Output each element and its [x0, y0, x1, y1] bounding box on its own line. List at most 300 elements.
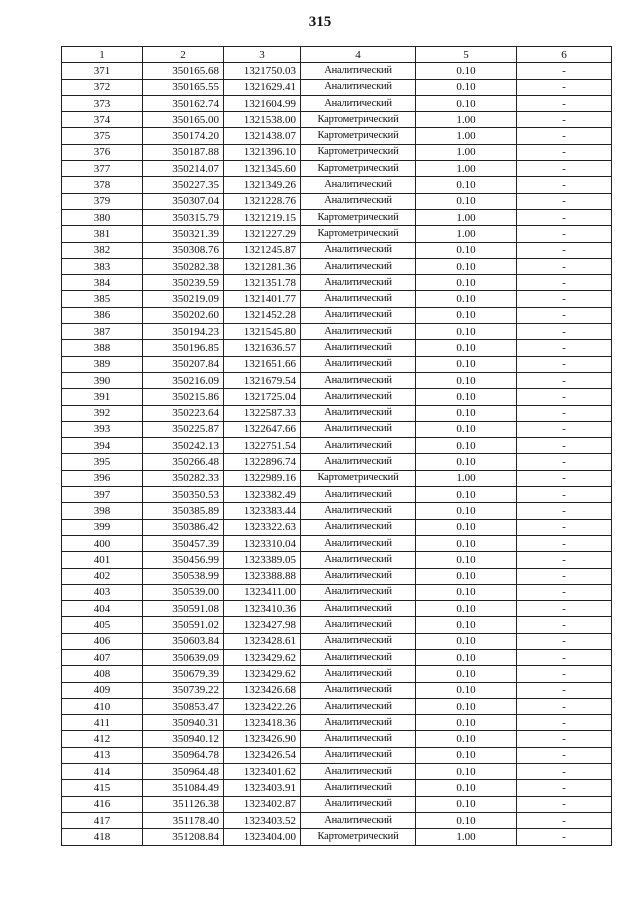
method-cell: Аналитический: [301, 79, 416, 95]
point-number-cell: 416: [62, 796, 143, 812]
note-cell: -: [517, 454, 612, 470]
accuracy-cell: 0.10: [416, 421, 517, 437]
table-row: [62, 731, 612, 747]
x-coordinate-cell: 350187.88: [143, 144, 224, 160]
y-coordinate-cell: 1321725.04: [224, 389, 301, 405]
method-cell: Аналитический: [301, 698, 416, 714]
method-cell: Аналитический: [301, 568, 416, 584]
x-coordinate-cell: 350591.02: [143, 617, 224, 633]
x-coordinate-cell: 350202.60: [143, 307, 224, 323]
y-coordinate-cell: 1322751.54: [224, 438, 301, 454]
point-number-cell: 407: [62, 649, 143, 665]
note-cell: -: [517, 796, 612, 812]
y-coordinate-cell: 1321679.54: [224, 372, 301, 388]
accuracy-cell: 0.10: [416, 535, 517, 551]
point-number-cell: 377: [62, 161, 143, 177]
note-cell: -: [517, 112, 612, 128]
y-coordinate-cell: 1323403.91: [224, 780, 301, 796]
table-row: [62, 161, 612, 177]
method-cell: Аналитический: [301, 747, 416, 763]
x-coordinate-cell: 350457.39: [143, 535, 224, 551]
table-row: [62, 291, 612, 307]
note-cell: -: [517, 438, 612, 454]
method-cell: Аналитический: [301, 666, 416, 682]
accuracy-cell: 0.10: [416, 747, 517, 763]
method-cell: Картометрический: [301, 128, 416, 144]
accuracy-cell: 0.10: [416, 715, 517, 731]
table-row: [62, 682, 612, 698]
accuracy-cell: 0.10: [416, 63, 517, 79]
y-coordinate-cell: 1323389.05: [224, 552, 301, 568]
point-number-cell: 395: [62, 454, 143, 470]
table-row: [62, 568, 612, 584]
method-cell: Аналитический: [301, 601, 416, 617]
table-row: [62, 747, 612, 763]
table-row: [62, 356, 612, 372]
point-number-cell: 388: [62, 340, 143, 356]
table-row: [62, 275, 612, 291]
point-number-cell: 418: [62, 829, 143, 845]
method-cell: Аналитический: [301, 405, 416, 421]
x-coordinate-cell: 350174.20: [143, 128, 224, 144]
accuracy-cell: 0.10: [416, 601, 517, 617]
y-coordinate-cell: 1323404.00: [224, 829, 301, 845]
y-coordinate-cell: 1323429.62: [224, 666, 301, 682]
method-cell: Картометрический: [301, 470, 416, 486]
point-number-cell: 400: [62, 535, 143, 551]
table-row: [62, 584, 612, 600]
table-row: [62, 242, 612, 258]
y-coordinate-cell: 1321452.28: [224, 307, 301, 323]
y-coordinate-cell: 1322647.66: [224, 421, 301, 437]
method-cell: Аналитический: [301, 552, 416, 568]
y-coordinate-cell: 1323310.04: [224, 535, 301, 551]
method-cell: Аналитический: [301, 731, 416, 747]
table-row: [62, 666, 612, 682]
table-row: [62, 617, 612, 633]
y-coordinate-cell: 1321750.03: [224, 63, 301, 79]
note-cell: -: [517, 95, 612, 111]
y-coordinate-cell: 1321245.87: [224, 242, 301, 258]
table-row: [62, 79, 612, 95]
method-cell: Аналитический: [301, 715, 416, 731]
note-cell: -: [517, 698, 612, 714]
method-cell: Аналитический: [301, 812, 416, 828]
table-row: [62, 454, 612, 470]
method-cell: Аналитический: [301, 340, 416, 356]
x-coordinate-cell: 350216.09: [143, 372, 224, 388]
point-number-cell: 372: [62, 79, 143, 95]
x-coordinate-cell: 350207.84: [143, 356, 224, 372]
note-cell: -: [517, 389, 612, 405]
note-cell: -: [517, 63, 612, 79]
point-number-cell: 371: [62, 63, 143, 79]
y-coordinate-cell: 1321228.76: [224, 193, 301, 209]
point-number-cell: 373: [62, 95, 143, 111]
point-number-cell: 387: [62, 324, 143, 340]
column-header: 3: [224, 47, 301, 63]
table-row: [62, 519, 612, 535]
point-number-cell: 393: [62, 421, 143, 437]
y-coordinate-cell: 1323383.44: [224, 503, 301, 519]
method-cell: Аналитический: [301, 258, 416, 274]
x-coordinate-cell: 350225.87: [143, 421, 224, 437]
accuracy-cell: 0.10: [416, 666, 517, 682]
accuracy-cell: 0.10: [416, 372, 517, 388]
note-cell: -: [517, 242, 612, 258]
x-coordinate-cell: 350639.09: [143, 649, 224, 665]
accuracy-cell: 0.10: [416, 731, 517, 747]
accuracy-cell: 0.10: [416, 698, 517, 714]
table-row: [62, 796, 612, 812]
note-cell: -: [517, 291, 612, 307]
method-cell: Картометрический: [301, 112, 416, 128]
point-number-cell: 376: [62, 144, 143, 160]
point-number-cell: 379: [62, 193, 143, 209]
table-row: [62, 649, 612, 665]
table-row: [62, 503, 612, 519]
method-cell: Аналитический: [301, 780, 416, 796]
note-cell: -: [517, 258, 612, 274]
y-coordinate-cell: 1323422.26: [224, 698, 301, 714]
x-coordinate-cell: 350538.99: [143, 568, 224, 584]
accuracy-cell: 0.10: [416, 258, 517, 274]
x-coordinate-cell: 350308.76: [143, 242, 224, 258]
point-number-cell: 396: [62, 470, 143, 486]
x-coordinate-cell: 350539.00: [143, 584, 224, 600]
y-coordinate-cell: 1321438.07: [224, 128, 301, 144]
table-row: [62, 144, 612, 160]
method-cell: Аналитический: [301, 95, 416, 111]
y-coordinate-cell: 1321345.60: [224, 161, 301, 177]
method-cell: Аналитический: [301, 649, 416, 665]
accuracy-cell: 0.10: [416, 291, 517, 307]
y-coordinate-cell: 1323411.00: [224, 584, 301, 600]
method-cell: Аналитический: [301, 584, 416, 600]
table-row: [62, 764, 612, 780]
x-coordinate-cell: 350266.48: [143, 454, 224, 470]
accuracy-cell: 0.10: [416, 552, 517, 568]
accuracy-cell: 0.10: [416, 682, 517, 698]
table-row: [62, 193, 612, 209]
point-number-cell: 417: [62, 812, 143, 828]
point-number-cell: 390: [62, 372, 143, 388]
point-number-cell: 405: [62, 617, 143, 633]
point-number-cell: 408: [62, 666, 143, 682]
accuracy-cell: 0.10: [416, 275, 517, 291]
point-number-cell: 397: [62, 487, 143, 503]
note-cell: -: [517, 177, 612, 193]
table-row: [62, 405, 612, 421]
accuracy-cell: 1.00: [416, 209, 517, 225]
note-cell: -: [517, 144, 612, 160]
note-cell: -: [517, 633, 612, 649]
accuracy-cell: 0.10: [416, 796, 517, 812]
y-coordinate-cell: 1321538.00: [224, 112, 301, 128]
note-cell: -: [517, 666, 612, 682]
x-coordinate-cell: 351126.38: [143, 796, 224, 812]
x-coordinate-cell: 351208.84: [143, 829, 224, 845]
x-coordinate-cell: 350165.55: [143, 79, 224, 95]
x-coordinate-cell: 350242.13: [143, 438, 224, 454]
y-coordinate-cell: 1321227.29: [224, 226, 301, 242]
point-number-cell: 374: [62, 112, 143, 128]
note-cell: -: [517, 584, 612, 600]
x-coordinate-cell: 350591.08: [143, 601, 224, 617]
table-row: [62, 177, 612, 193]
method-cell: Картометрический: [301, 144, 416, 160]
accuracy-cell: 0.10: [416, 519, 517, 535]
x-coordinate-cell: 350679.39: [143, 666, 224, 682]
y-coordinate-cell: 1323322.63: [224, 519, 301, 535]
table-row: [62, 258, 612, 274]
method-cell: Картометрический: [301, 226, 416, 242]
accuracy-cell: 0.10: [416, 503, 517, 519]
point-number-cell: 381: [62, 226, 143, 242]
method-cell: Картометрический: [301, 829, 416, 845]
table-row: [62, 209, 612, 225]
x-coordinate-cell: 350940.12: [143, 731, 224, 747]
table-row: [62, 698, 612, 714]
table-body: [62, 63, 612, 845]
note-cell: -: [517, 601, 612, 617]
accuracy-cell: 0.10: [416, 454, 517, 470]
column-header: 1: [62, 47, 143, 63]
point-number-cell: 392: [62, 405, 143, 421]
y-coordinate-cell: 1323426.68: [224, 682, 301, 698]
table-header-row: [62, 47, 612, 63]
method-cell: Картометрический: [301, 161, 416, 177]
table-row: [62, 535, 612, 551]
table-row: [62, 633, 612, 649]
y-coordinate-cell: 1321351.78: [224, 275, 301, 291]
x-coordinate-cell: 351084.49: [143, 780, 224, 796]
note-cell: -: [517, 470, 612, 486]
y-coordinate-cell: 1322989.16: [224, 470, 301, 486]
accuracy-cell: 0.10: [416, 340, 517, 356]
point-number-cell: 404: [62, 601, 143, 617]
y-coordinate-cell: 1321281.36: [224, 258, 301, 274]
table-row: [62, 552, 612, 568]
x-coordinate-cell: 350603.84: [143, 633, 224, 649]
method-cell: Аналитический: [301, 796, 416, 812]
note-cell: -: [517, 340, 612, 356]
x-coordinate-cell: 350239.59: [143, 275, 224, 291]
page-number: 315: [308, 14, 332, 30]
x-coordinate-cell: 350165.68: [143, 63, 224, 79]
accuracy-cell: 0.10: [416, 405, 517, 421]
note-cell: -: [517, 209, 612, 225]
method-cell: Аналитический: [301, 519, 416, 535]
x-coordinate-cell: 350350.53: [143, 487, 224, 503]
point-number-cell: 394: [62, 438, 143, 454]
x-coordinate-cell: 350964.78: [143, 747, 224, 763]
table-row: [62, 487, 612, 503]
accuracy-cell: 0.10: [416, 780, 517, 796]
y-coordinate-cell: 1323382.49: [224, 487, 301, 503]
x-coordinate-cell: 350739.22: [143, 682, 224, 698]
accuracy-cell: 0.10: [416, 324, 517, 340]
table-row: [62, 421, 612, 437]
table-row: [62, 780, 612, 796]
x-coordinate-cell: 350940.31: [143, 715, 224, 731]
y-coordinate-cell: 1321349.26: [224, 177, 301, 193]
x-coordinate-cell: 350282.38: [143, 258, 224, 274]
note-cell: -: [517, 307, 612, 323]
accuracy-cell: 1.00: [416, 144, 517, 160]
y-coordinate-cell: 1323427.98: [224, 617, 301, 633]
y-coordinate-cell: 1322896.74: [224, 454, 301, 470]
method-cell: Аналитический: [301, 63, 416, 79]
x-coordinate-cell: 350282.33: [143, 470, 224, 486]
x-coordinate-cell: 351178.40: [143, 812, 224, 828]
point-number-cell: 385: [62, 291, 143, 307]
table-row: [62, 63, 612, 79]
note-cell: -: [517, 275, 612, 291]
accuracy-cell: 0.10: [416, 389, 517, 405]
note-cell: -: [517, 421, 612, 437]
x-coordinate-cell: 350214.07: [143, 161, 224, 177]
note-cell: -: [517, 519, 612, 535]
note-cell: -: [517, 812, 612, 828]
table-row: [62, 438, 612, 454]
y-coordinate-cell: 1323410.36: [224, 601, 301, 617]
point-number-cell: 409: [62, 682, 143, 698]
accuracy-cell: 0.10: [416, 177, 517, 193]
point-number-cell: 378: [62, 177, 143, 193]
method-cell: Аналитический: [301, 291, 416, 307]
accuracy-cell: 0.10: [416, 307, 517, 323]
table-row: [62, 470, 612, 486]
point-number-cell: 380: [62, 209, 143, 225]
accuracy-cell: 0.10: [416, 633, 517, 649]
note-cell: -: [517, 617, 612, 633]
table-row: [62, 128, 612, 144]
note-cell: -: [517, 356, 612, 372]
x-coordinate-cell: 350162.74: [143, 95, 224, 111]
x-coordinate-cell: 350215.86: [143, 389, 224, 405]
table-row: [62, 812, 612, 828]
method-cell: Аналитический: [301, 633, 416, 649]
note-cell: -: [517, 829, 612, 845]
table-row: [62, 389, 612, 405]
x-coordinate-cell: 350456.99: [143, 552, 224, 568]
note-cell: -: [517, 780, 612, 796]
accuracy-cell: 1.00: [416, 128, 517, 144]
y-coordinate-cell: 1323426.90: [224, 731, 301, 747]
method-cell: Аналитический: [301, 487, 416, 503]
y-coordinate-cell: 1323429.62: [224, 649, 301, 665]
x-coordinate-cell: 350385.89: [143, 503, 224, 519]
note-cell: -: [517, 503, 612, 519]
note-cell: -: [517, 79, 612, 95]
point-number-cell: 386: [62, 307, 143, 323]
accuracy-cell: 0.10: [416, 649, 517, 665]
table-row: [62, 829, 612, 845]
method-cell: Аналитический: [301, 275, 416, 291]
table-row: [62, 226, 612, 242]
y-coordinate-cell: 1323426.54: [224, 747, 301, 763]
note-cell: -: [517, 568, 612, 584]
y-coordinate-cell: 1323401.62: [224, 764, 301, 780]
x-coordinate-cell: 350194.23: [143, 324, 224, 340]
accuracy-cell: 0.10: [416, 812, 517, 828]
method-cell: Аналитический: [301, 503, 416, 519]
point-number-cell: 375: [62, 128, 143, 144]
point-number-cell: 401: [62, 552, 143, 568]
table-row: [62, 95, 612, 111]
accuracy-cell: 0.10: [416, 356, 517, 372]
table-row: [62, 112, 612, 128]
method-cell: Аналитический: [301, 454, 416, 470]
accuracy-cell: 0.10: [416, 584, 517, 600]
note-cell: -: [517, 715, 612, 731]
y-coordinate-cell: 1323388.88: [224, 568, 301, 584]
y-coordinate-cell: 1321651.66: [224, 356, 301, 372]
point-number-cell: 383: [62, 258, 143, 274]
accuracy-cell: 0.10: [416, 242, 517, 258]
accuracy-cell: 1.00: [416, 829, 517, 845]
accuracy-cell: 0.10: [416, 95, 517, 111]
method-cell: Аналитический: [301, 193, 416, 209]
x-coordinate-cell: 350964.48: [143, 764, 224, 780]
y-coordinate-cell: 1321401.77: [224, 291, 301, 307]
table-row: [62, 601, 612, 617]
x-coordinate-cell: 350165.00: [143, 112, 224, 128]
column-header: 4: [301, 47, 416, 63]
accuracy-cell: 0.10: [416, 764, 517, 780]
column-header: 5: [416, 47, 517, 63]
x-coordinate-cell: 350219.09: [143, 291, 224, 307]
method-cell: Аналитический: [301, 389, 416, 405]
method-cell: Аналитический: [301, 438, 416, 454]
table-row: [62, 324, 612, 340]
point-number-cell: 399: [62, 519, 143, 535]
note-cell: -: [517, 161, 612, 177]
accuracy-cell: 0.10: [416, 617, 517, 633]
note-cell: -: [517, 487, 612, 503]
y-coordinate-cell: 1323403.52: [224, 812, 301, 828]
x-coordinate-cell: 350223.64: [143, 405, 224, 421]
note-cell: -: [517, 193, 612, 209]
y-coordinate-cell: 1321604.99: [224, 95, 301, 111]
method-cell: Аналитический: [301, 372, 416, 388]
method-cell: Аналитический: [301, 356, 416, 372]
accuracy-cell: 0.10: [416, 79, 517, 95]
table-row: [62, 715, 612, 731]
x-coordinate-cell: 350853.47: [143, 698, 224, 714]
note-cell: -: [517, 535, 612, 551]
point-number-cell: 410: [62, 698, 143, 714]
method-cell: Аналитический: [301, 764, 416, 780]
column-header: 6: [517, 47, 612, 63]
method-cell: Аналитический: [301, 307, 416, 323]
table-row: [62, 307, 612, 323]
note-cell: -: [517, 372, 612, 388]
point-number-cell: 414: [62, 764, 143, 780]
x-coordinate-cell: 350227.35: [143, 177, 224, 193]
y-coordinate-cell: 1323402.87: [224, 796, 301, 812]
point-number-cell: 406: [62, 633, 143, 649]
point-number-cell: 398: [62, 503, 143, 519]
x-coordinate-cell: 350386.42: [143, 519, 224, 535]
point-number-cell: 411: [62, 715, 143, 731]
y-coordinate-cell: 1321396.10: [224, 144, 301, 160]
point-number-cell: 403: [62, 584, 143, 600]
accuracy-cell: 1.00: [416, 112, 517, 128]
point-number-cell: 402: [62, 568, 143, 584]
note-cell: -: [517, 552, 612, 568]
